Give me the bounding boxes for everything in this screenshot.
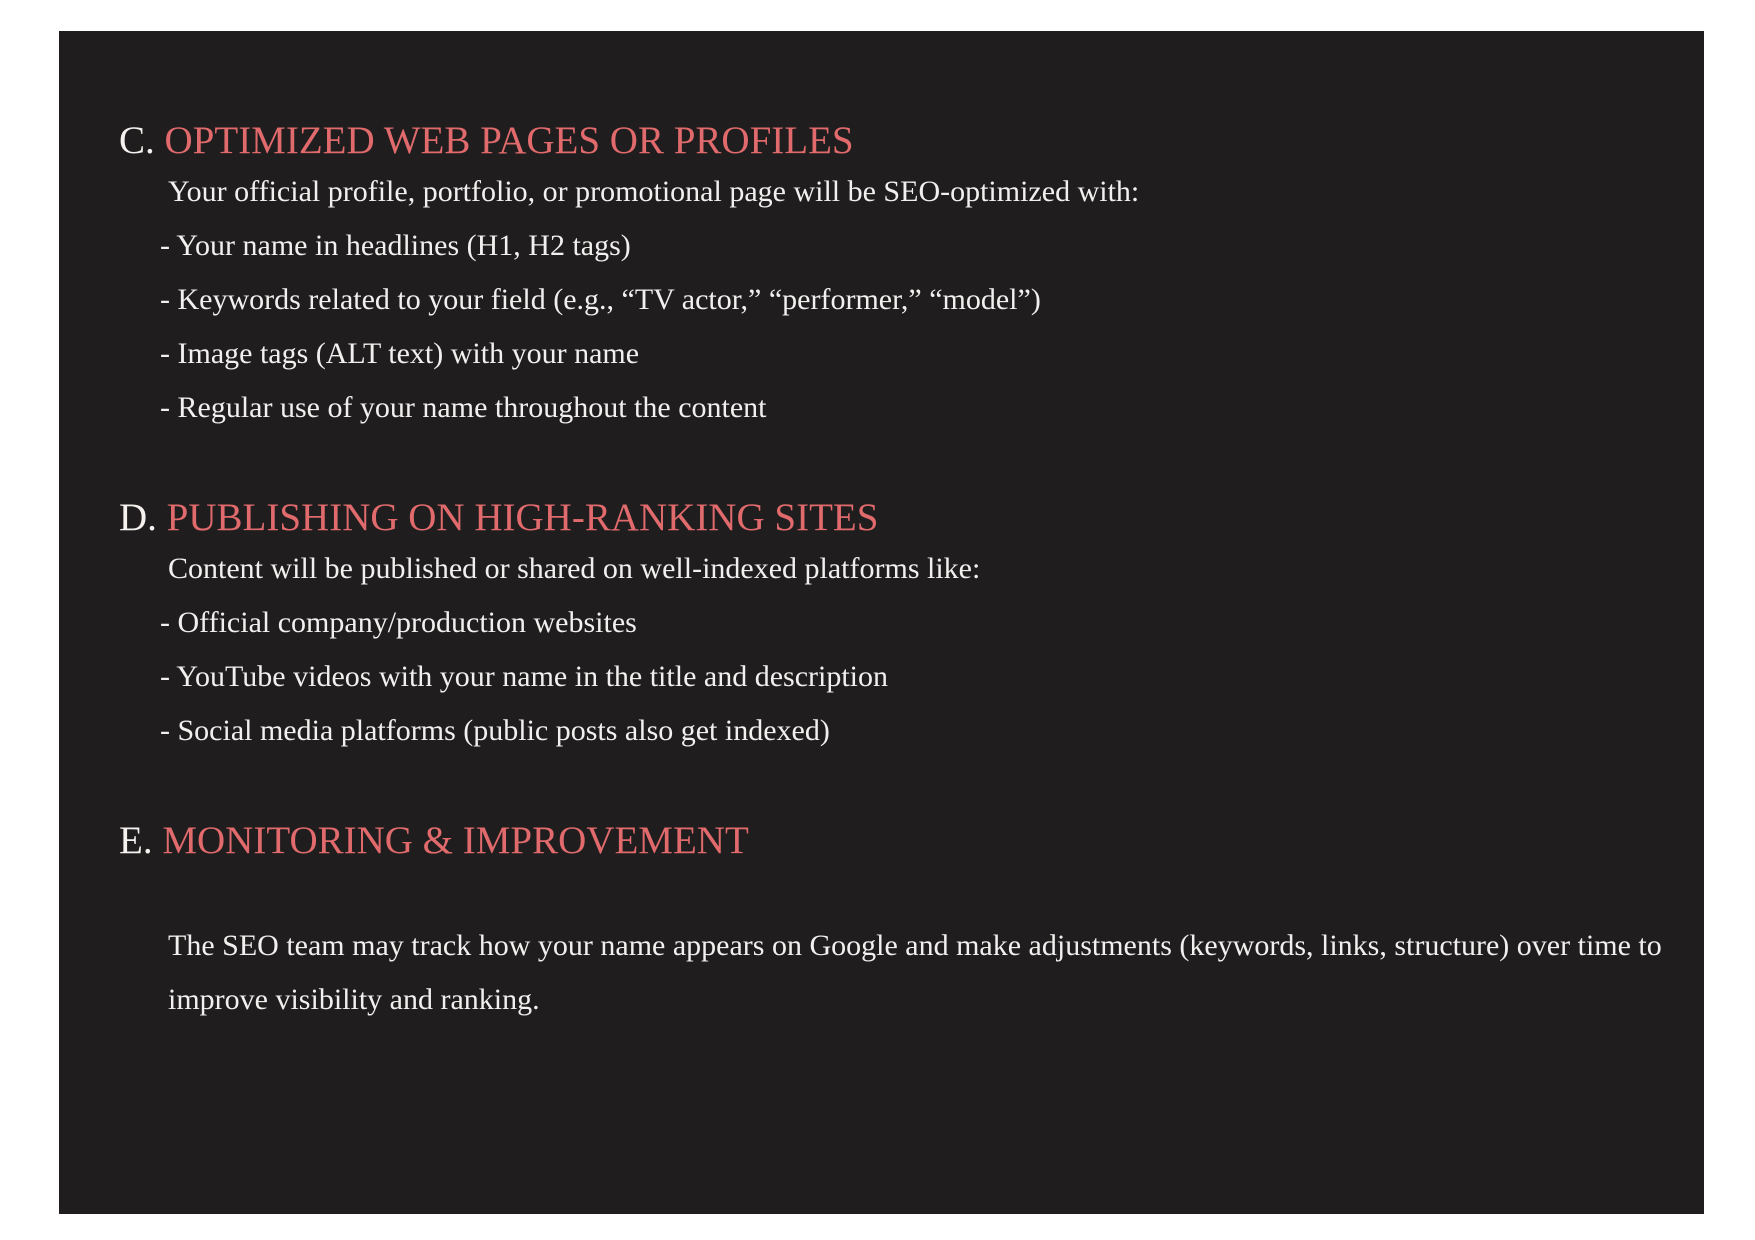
section-title: PUBLISHING ON HIGH-RANKING SITES	[166, 496, 879, 539]
section-e	[119, 819, 1664, 1027]
section-intro: Your official profile, portfolio, or promotional page will be SEO-optimized with:	[168, 175, 1140, 208]
list-item: - Regular use of your name throughout the content	[160, 391, 767, 424]
section-letter: D.	[119, 496, 157, 539]
section-paragraph: The SEO team may track how your name appears on Google and make adjustments (keywords, links, structure) over time to improve visibility and ranking.	[168, 929, 1662, 1016]
section-heading	[119, 819, 1664, 863]
section-intro: Content will be published or shared on well-indexed platforms like:	[168, 552, 981, 585]
list-item: - Your name in headlines (H1, H2 tags)	[160, 229, 631, 262]
section-heading	[119, 119, 1664, 163]
section-c	[119, 119, 1664, 435]
list-item: - Keywords related to your field (e.g., “TV actor,” “performer,” “model”)	[160, 283, 1041, 316]
bullet-list	[119, 596, 1664, 758]
document-page	[59, 31, 1704, 1214]
section-title: OPTIMIZED WEB PAGES OR PROFILES	[164, 119, 854, 162]
section-letter: E.	[119, 819, 153, 862]
section-letter: C.	[119, 119, 155, 162]
section-d	[119, 496, 1664, 758]
list-item: - YouTube videos with your name in the title and description	[160, 660, 888, 693]
bullet-list	[119, 219, 1664, 435]
list-item: - Official company/production websites	[160, 606, 637, 639]
list-item: - Social media platforms (public posts also get indexed)	[160, 714, 830, 747]
list-item: - Image tags (ALT text) with your name	[160, 337, 640, 370]
section-heading	[119, 496, 1664, 540]
section-title: MONITORING & IMPROVEMENT	[162, 819, 749, 862]
